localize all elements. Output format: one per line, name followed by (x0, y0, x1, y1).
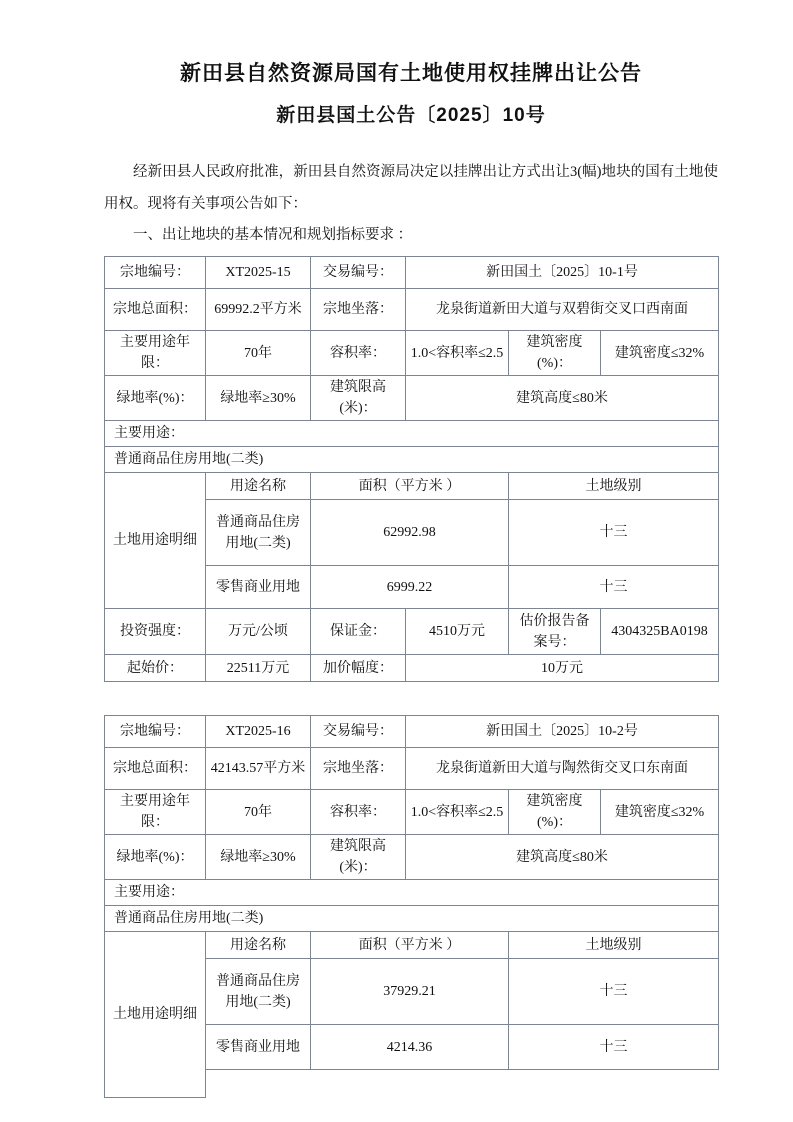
p2-location-value: 龙泉街道新田大道与陶然街交叉口东南面 (406, 748, 719, 790)
p2-use-detail-label: 土地用途明细 (105, 932, 206, 1098)
p2-parcel-no-value: XT2025-16 (206, 716, 311, 748)
parcel-table-2 (104, 715, 719, 1098)
p1-plot-ratio-value: 1.0<容积率≤2.5 (406, 331, 509, 376)
p1-total-area-label: 宗地总面积： (105, 289, 206, 331)
p2-use-name-header: 用途名称 (206, 932, 311, 959)
p2-use-row-1-grade: 十三 (509, 959, 719, 1025)
p2-term-value: 70年 (206, 790, 311, 835)
p2-use-row-2-grade: 十三 (509, 1025, 719, 1070)
p2-density-label: 建筑密度(%)： (509, 790, 601, 835)
p1-parcel-no-label: 宗地编号： (105, 257, 206, 289)
section-1-heading: 一、出让地块的基本情况和规划指标要求 ： (133, 227, 413, 244)
p1-main-use-label: 主要用途： (105, 421, 719, 447)
p2-plot-ratio-label: 容积率： (311, 790, 406, 835)
p1-density-label: 建筑密度(%)： (509, 331, 601, 376)
p2-grade-header: 土地级别 (509, 932, 719, 959)
p2-use-row-2-name: 零售商业用地 (206, 1025, 311, 1070)
p1-use-row-1-grade: 十三 (509, 500, 719, 566)
p2-total-area-value: 42143.57平方米 (206, 748, 311, 790)
p1-start-price-value: 22511万元 (206, 655, 311, 682)
p2-plot-ratio-value: 1.0<容积率≤2.5 (406, 790, 509, 835)
document-content (104, 0, 718, 1098)
p1-total-area-value: 69992.2平方米 (206, 289, 311, 331)
p2-area-header: 面积（平方米 ） (311, 932, 509, 959)
document-title: 新田县自然资源局国有土地使用权挂牌出让公告 (180, 62, 642, 85)
p1-term-label: 主要用途年限： (105, 331, 206, 376)
p2-green-value: 绿地率≥30% (206, 835, 311, 880)
p2-cutoff-area (206, 1070, 719, 1098)
p2-use-row-1-name: 普通商品住房用地(二类) (206, 959, 311, 1025)
p1-location-value: 龙泉街道新田大道与双碧街交叉口西南面 (406, 289, 719, 331)
p1-use-detail-label: 土地用途明细 (105, 473, 206, 609)
p2-main-use-value: 普通商品住房用地(二类) (105, 906, 719, 932)
p1-appraisal-label: 估价报告备案号： (509, 609, 601, 655)
p1-deposit-value: 4510万元 (406, 609, 509, 655)
p1-trade-no-value: 新田国土〔2025〕10-1号 (406, 257, 719, 289)
p1-height-limit-value: 建筑高度≤80米 (406, 376, 719, 421)
p2-use-row-2-area: 4214.36 (311, 1025, 509, 1070)
p1-use-row-1-name: 普通商品住房用地(二类) (206, 500, 311, 566)
p1-use-row-2-grade: 十三 (509, 566, 719, 609)
p2-height-limit-value: 建筑高度≤80米 (406, 835, 719, 880)
p2-total-area-label: 宗地总面积： (105, 748, 206, 790)
p2-height-limit-label: 建筑限高(米)： (311, 835, 406, 880)
p1-term-value: 70年 (206, 331, 311, 376)
p1-trade-no-label: 交易编号： (311, 257, 406, 289)
p1-start-price-label: 起始价： (105, 655, 206, 682)
p2-density-value: 建筑密度≤32% (601, 790, 719, 835)
p1-increment-label: 加价幅度： (311, 655, 406, 682)
p1-density-value: 建筑密度≤32% (601, 331, 719, 376)
p1-use-row-2-name: 零售商业用地 (206, 566, 311, 609)
parcel-table-1 (104, 256, 719, 682)
p2-main-use-label: 主要用途： (105, 880, 719, 906)
p1-green-label: 绿地率(%)： (105, 376, 206, 421)
p1-grade-header: 土地级别 (509, 473, 719, 500)
p1-location-label: 宗地坐落： (311, 289, 406, 331)
p1-increment-value: 10万元 (406, 655, 719, 682)
p1-use-name-header: 用途名称 (206, 473, 311, 500)
p1-use-row-2-area: 6999.22 (311, 566, 509, 609)
intro-paragraph: 经新田县人民政府批准，新田县自然资源局决定以挂牌出让方式出让3(幅)地块的国有土地使用权。现将有关事项公告如下： (104, 164, 718, 213)
p1-investment-value: 万元/公顷 (206, 609, 311, 655)
p1-area-header: 面积（平方米 ） (311, 473, 509, 500)
p2-trade-no-value: 新田国土〔2025〕10-2号 (406, 716, 719, 748)
p2-location-label: 宗地坐落： (311, 748, 406, 790)
p1-deposit-label: 保证金： (311, 609, 406, 655)
p1-investment-label: 投资强度： (105, 609, 206, 655)
p2-parcel-no-label: 宗地编号： (105, 716, 206, 748)
p2-trade-no-label: 交易编号： (311, 716, 406, 748)
p1-green-value: 绿地率≥30% (206, 376, 311, 421)
p2-green-label: 绿地率(%)： (105, 835, 206, 880)
document-number-subtitle: 新田县国土公告〔2025〕10号 (276, 105, 546, 127)
p2-term-label: 主要用途年限： (105, 790, 206, 835)
p2-use-row-1-area: 37929.21 (311, 959, 509, 1025)
p1-appraisal-value: 4304325BA0198 (601, 609, 719, 655)
p1-plot-ratio-label: 容积率： (311, 331, 406, 376)
p1-height-limit-label: 建筑限高(米)： (311, 376, 406, 421)
p1-parcel-no-value: XT2025-15 (206, 257, 311, 289)
p1-use-row-1-area: 62992.98 (311, 500, 509, 566)
p1-main-use-value: 普通商品住房用地(二类) (105, 447, 719, 473)
